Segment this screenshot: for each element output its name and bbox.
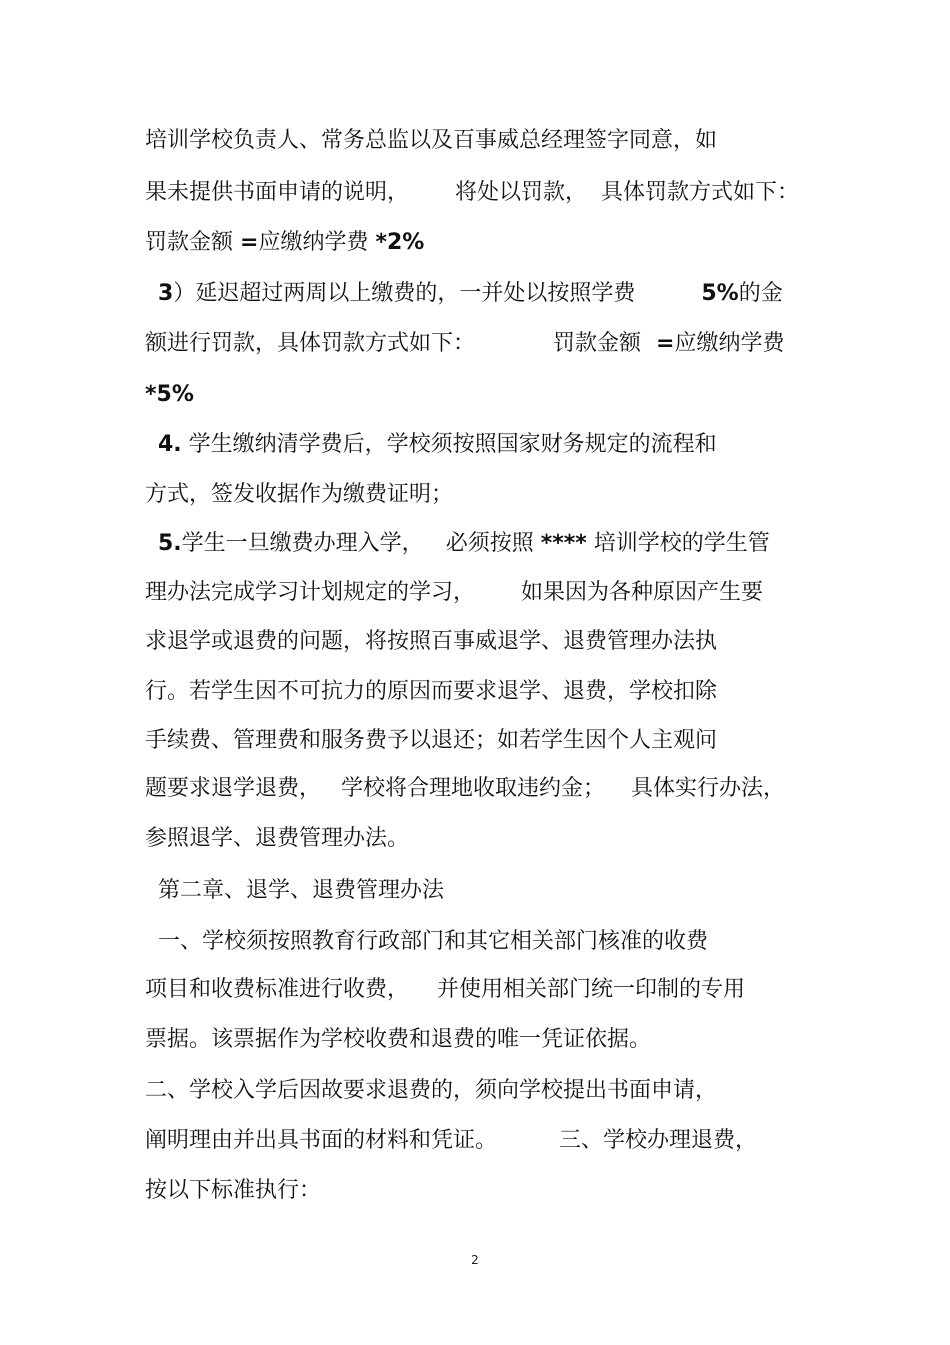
text-run: = bbox=[656, 331, 675, 356]
text-run: *2% bbox=[375, 230, 425, 255]
text-run: 5. bbox=[158, 531, 182, 556]
text-run: 二、学校入学后因故要求退费的，须向学校提出书面申请， bbox=[145, 1078, 718, 1103]
text-run: 如果因为各种原因产生要 bbox=[521, 580, 764, 605]
paragraph-line bbox=[158, 529, 770, 559]
paragraph-line bbox=[158, 430, 717, 460]
text-run: 培训学校的学生管 bbox=[586, 531, 770, 556]
text-run: 必须按照 bbox=[445, 531, 541, 556]
text-run: 求退学或退费的问题，将按照百事威退学、退费管理办法执 bbox=[145, 629, 718, 654]
text-run: 项目和收费标准进行收费， bbox=[145, 977, 410, 1002]
text-run: 方式，签发收据作为缴费证明； bbox=[145, 482, 454, 507]
text-run: 手续费、管理费和服务费予以退还；如若学生因个人主观问 bbox=[145, 728, 718, 753]
text-run: 具体实行办法， bbox=[631, 776, 786, 801]
text-run: 阐明理由并出具书面的材料和凭证。 bbox=[145, 1128, 498, 1153]
text-run: = bbox=[240, 230, 259, 255]
paragraph-line bbox=[145, 1076, 717, 1106]
paragraph-line bbox=[145, 975, 745, 1005]
text-run: 一、学校须按照教育行政部门和其它相关部门核准的收费 bbox=[158, 929, 709, 954]
paragraph-line bbox=[145, 627, 717, 657]
text-run: 将处以罚款， bbox=[455, 180, 588, 205]
text-run: 题要求退学退费， bbox=[145, 776, 322, 801]
text-run: 第二章、退学、退费管理办法 bbox=[158, 878, 445, 903]
text-run: 三、学校办理退费， bbox=[559, 1128, 758, 1153]
paragraph-line bbox=[145, 126, 717, 156]
paragraph-line bbox=[158, 279, 783, 309]
paragraph-line bbox=[145, 1025, 651, 1055]
text-run: 按以下标准执行： bbox=[145, 1178, 322, 1203]
page-number: 2 bbox=[471, 1253, 479, 1267]
text-run: 学校将合理地收取违约金； bbox=[341, 776, 606, 801]
text-run: 应缴纳学费 bbox=[674, 331, 785, 356]
paragraph-line bbox=[158, 927, 708, 957]
paragraph-line bbox=[145, 329, 784, 359]
text-run: 罚款金额 bbox=[145, 230, 240, 255]
text-run: 学生缴纳清学费后，学校须按照国家财务规定的流程和 bbox=[181, 432, 717, 457]
text-run: 行。若学生因不可抗力的原因而要求退学、退费，学校扣除 bbox=[145, 679, 718, 704]
text-run: 罚款金额 bbox=[553, 331, 649, 356]
text-run: 的金 bbox=[738, 281, 783, 306]
text-run: 参照退学、退费管理办法。 bbox=[145, 826, 410, 851]
text-run: **** bbox=[540, 531, 587, 556]
paragraph-line bbox=[145, 380, 194, 410]
chapter-heading bbox=[158, 876, 444, 906]
text-run: 并使用相关部门统一印制的专用 bbox=[437, 977, 746, 1002]
text-run: 理办法完成学习计划规定的学习， bbox=[145, 580, 476, 605]
text-run: 果未提供书面申请的说明， bbox=[145, 180, 410, 205]
text-run: 票据。该票据作为学校收费和退费的唯一凭证依据。 bbox=[145, 1027, 652, 1052]
text-run: 学生一旦缴费办理入学， bbox=[181, 531, 424, 556]
paragraph-line bbox=[145, 480, 453, 510]
text-run: 具体罚款方式如下： bbox=[601, 180, 800, 205]
paragraph-line bbox=[145, 228, 424, 258]
paragraph-line bbox=[145, 178, 799, 208]
paragraph-line bbox=[145, 677, 717, 707]
text-run: ）延迟超过两周以上缴费的，一并处以按照学费 bbox=[173, 281, 636, 306]
text-run: 4. bbox=[158, 432, 182, 457]
text-run: 5% bbox=[701, 281, 739, 306]
paragraph-line bbox=[145, 1126, 757, 1156]
text-run: 3 bbox=[158, 281, 174, 306]
text-run: 应缴纳学费 bbox=[258, 230, 376, 255]
paragraph-line bbox=[145, 824, 409, 854]
paragraph-line bbox=[145, 1176, 321, 1206]
paragraph-line bbox=[145, 726, 717, 756]
paragraph-line bbox=[145, 578, 763, 608]
text-run: 培训学校负责人、常务总监以及百事威总经理签字同意，如 bbox=[145, 128, 718, 153]
text-run: 额进行罚款，具体罚款方式如下： bbox=[145, 331, 476, 356]
text-run: *5% bbox=[145, 382, 194, 407]
paragraph-line bbox=[145, 774, 785, 804]
